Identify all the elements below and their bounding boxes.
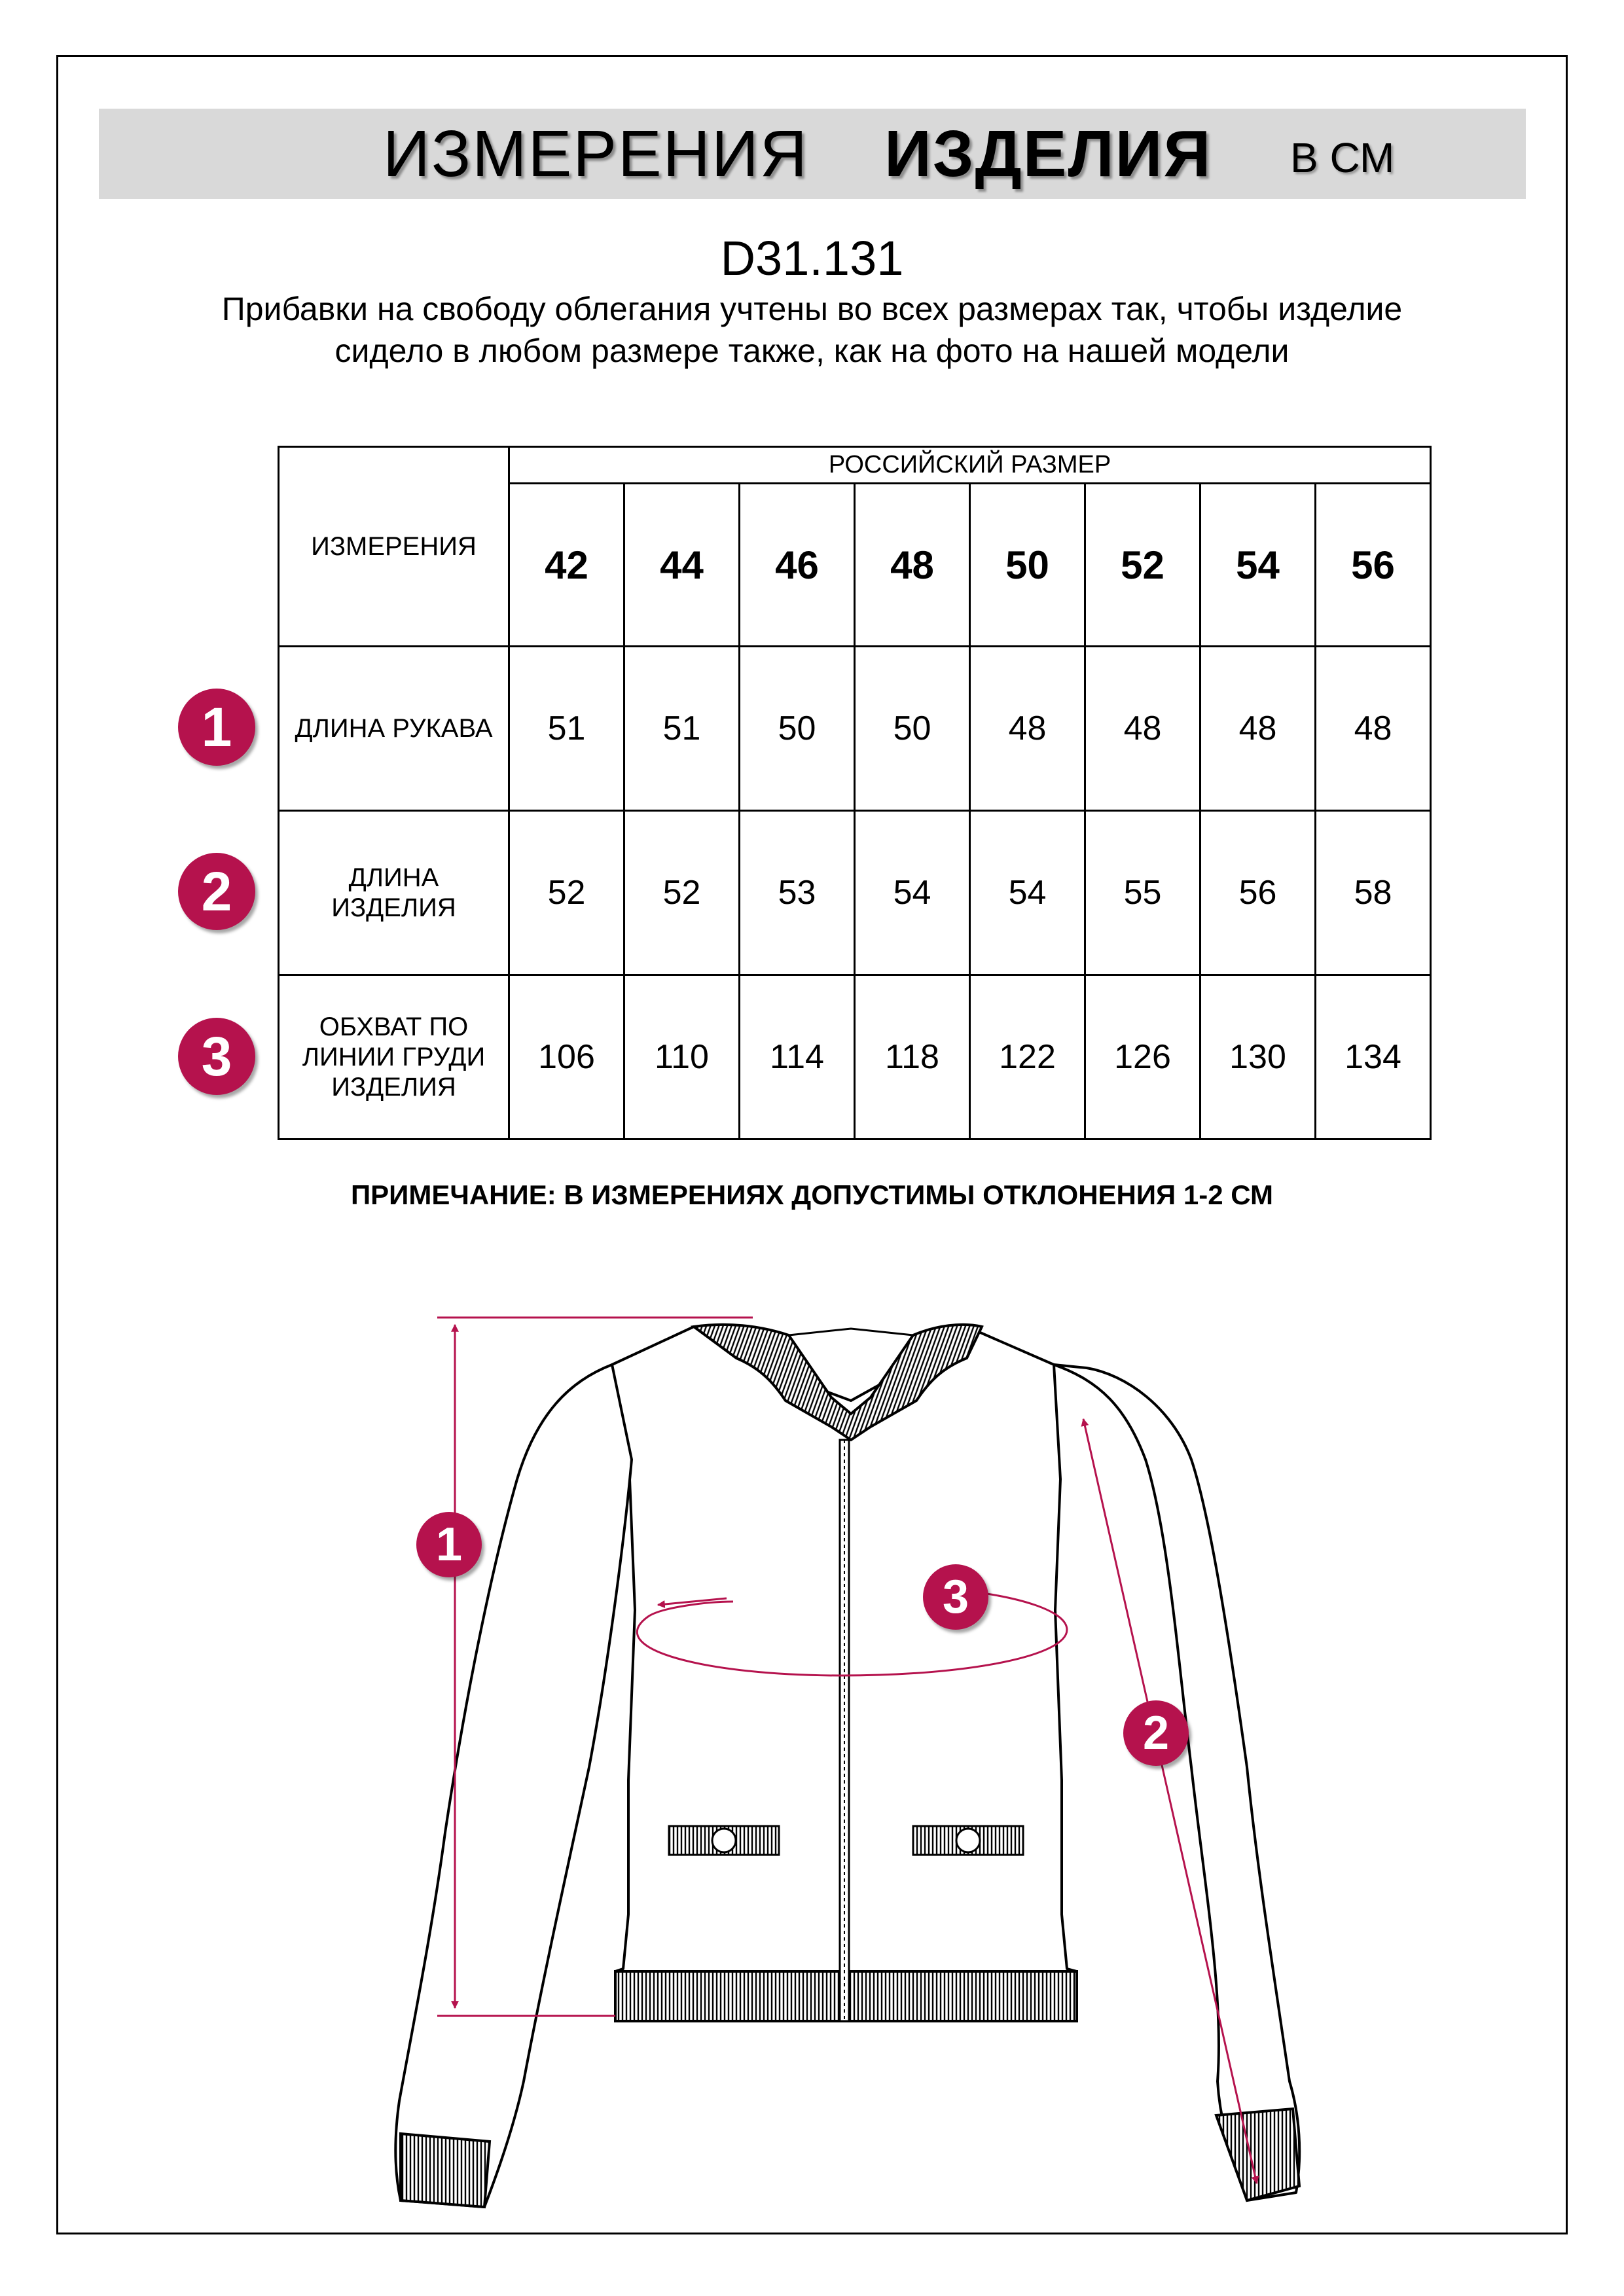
table-cell: 54 [855, 811, 970, 975]
left-sleeve [395, 1365, 632, 2207]
row-label: ОБХВАТ ПО ЛИНИИ ГРУДИ ИЗДЕЛИЯ [279, 975, 509, 1139]
table-cell: 58 [1316, 811, 1431, 975]
marker-3-icon: 3 [923, 1564, 988, 1630]
size-header: 52 [1085, 484, 1200, 647]
table-cell: 55 [1085, 811, 1200, 975]
corner-label: ИЗМЕРЕНИЯ [279, 447, 509, 647]
table-cell: 48 [970, 647, 1085, 811]
table-cell: 54 [970, 811, 1085, 975]
size-group-header: РОССИЙСКИЙ РАЗМЕР [509, 447, 1431, 484]
row-label: ДЛИНА ИЗДЕЛИЯ [279, 811, 509, 975]
marker-1-icon: 1 [416, 1512, 482, 1577]
table-cell: 48 [1085, 647, 1200, 811]
model-code: D31.131 [720, 231, 904, 285]
table-cell: 122 [970, 975, 1085, 1139]
table-cell: 110 [624, 975, 740, 1139]
table-cell: 51 [624, 647, 740, 811]
table-cell: 118 [855, 975, 970, 1139]
size-header: 48 [855, 484, 970, 647]
size-header: 50 [970, 484, 1085, 647]
table-cell: 48 [1200, 647, 1316, 811]
table-cell: 53 [740, 811, 855, 975]
row-marker-1: 1 [178, 689, 255, 766]
size-header: 54 [1200, 484, 1316, 647]
pocket-button-right [956, 1829, 980, 1852]
note-text: ПРИМЕЧАНИЕ: В ИЗМЕРЕНИЯХ ДОПУСТИМЫ ОТКЛОНЕНИЯ 1-2 СМ [350, 1179, 1274, 1210]
marker-2-icon: 2 [1123, 1700, 1189, 1766]
table-cell: 50 [855, 647, 970, 811]
title-measurements: ИЗМЕРЕНИЯ [383, 117, 808, 190]
size-header: 46 [740, 484, 855, 647]
row-marker-2: 2 [178, 853, 255, 930]
table-cell: 50 [740, 647, 855, 811]
table-cell: 106 [509, 975, 624, 1139]
row-label: ДЛИНА РУКАВА [279, 647, 509, 811]
table-cell: 134 [1316, 975, 1431, 1139]
table-cell: 48 [1316, 647, 1431, 811]
table-cell: 51 [509, 647, 624, 811]
title-unit: В СМ [1290, 134, 1395, 181]
table-cell: 126 [1085, 975, 1200, 1139]
title-product: ИЗДЕЛИЯ [884, 117, 1212, 190]
left-cuff [401, 2134, 490, 2207]
table-cell: 130 [1200, 975, 1316, 1139]
size-header: 56 [1316, 484, 1431, 647]
pocket-button-left [712, 1829, 736, 1852]
size-header: 42 [509, 484, 624, 647]
intro-text: Прибавки на свободу облегания учтены во всех размерах так, чтобы изделие сидело в любом размере также, как на фото на нашей модели [221, 291, 1403, 369]
size-header: 44 [624, 484, 740, 647]
table-cell: 52 [509, 811, 624, 975]
row-marker-3: 3 [178, 1018, 255, 1095]
right-sleeve [1054, 1365, 1299, 2200]
table-cell: 52 [624, 811, 740, 975]
table-cell: 56 [1200, 811, 1316, 975]
right-cuff [1216, 2109, 1299, 2200]
table-cell: 114 [740, 975, 855, 1139]
